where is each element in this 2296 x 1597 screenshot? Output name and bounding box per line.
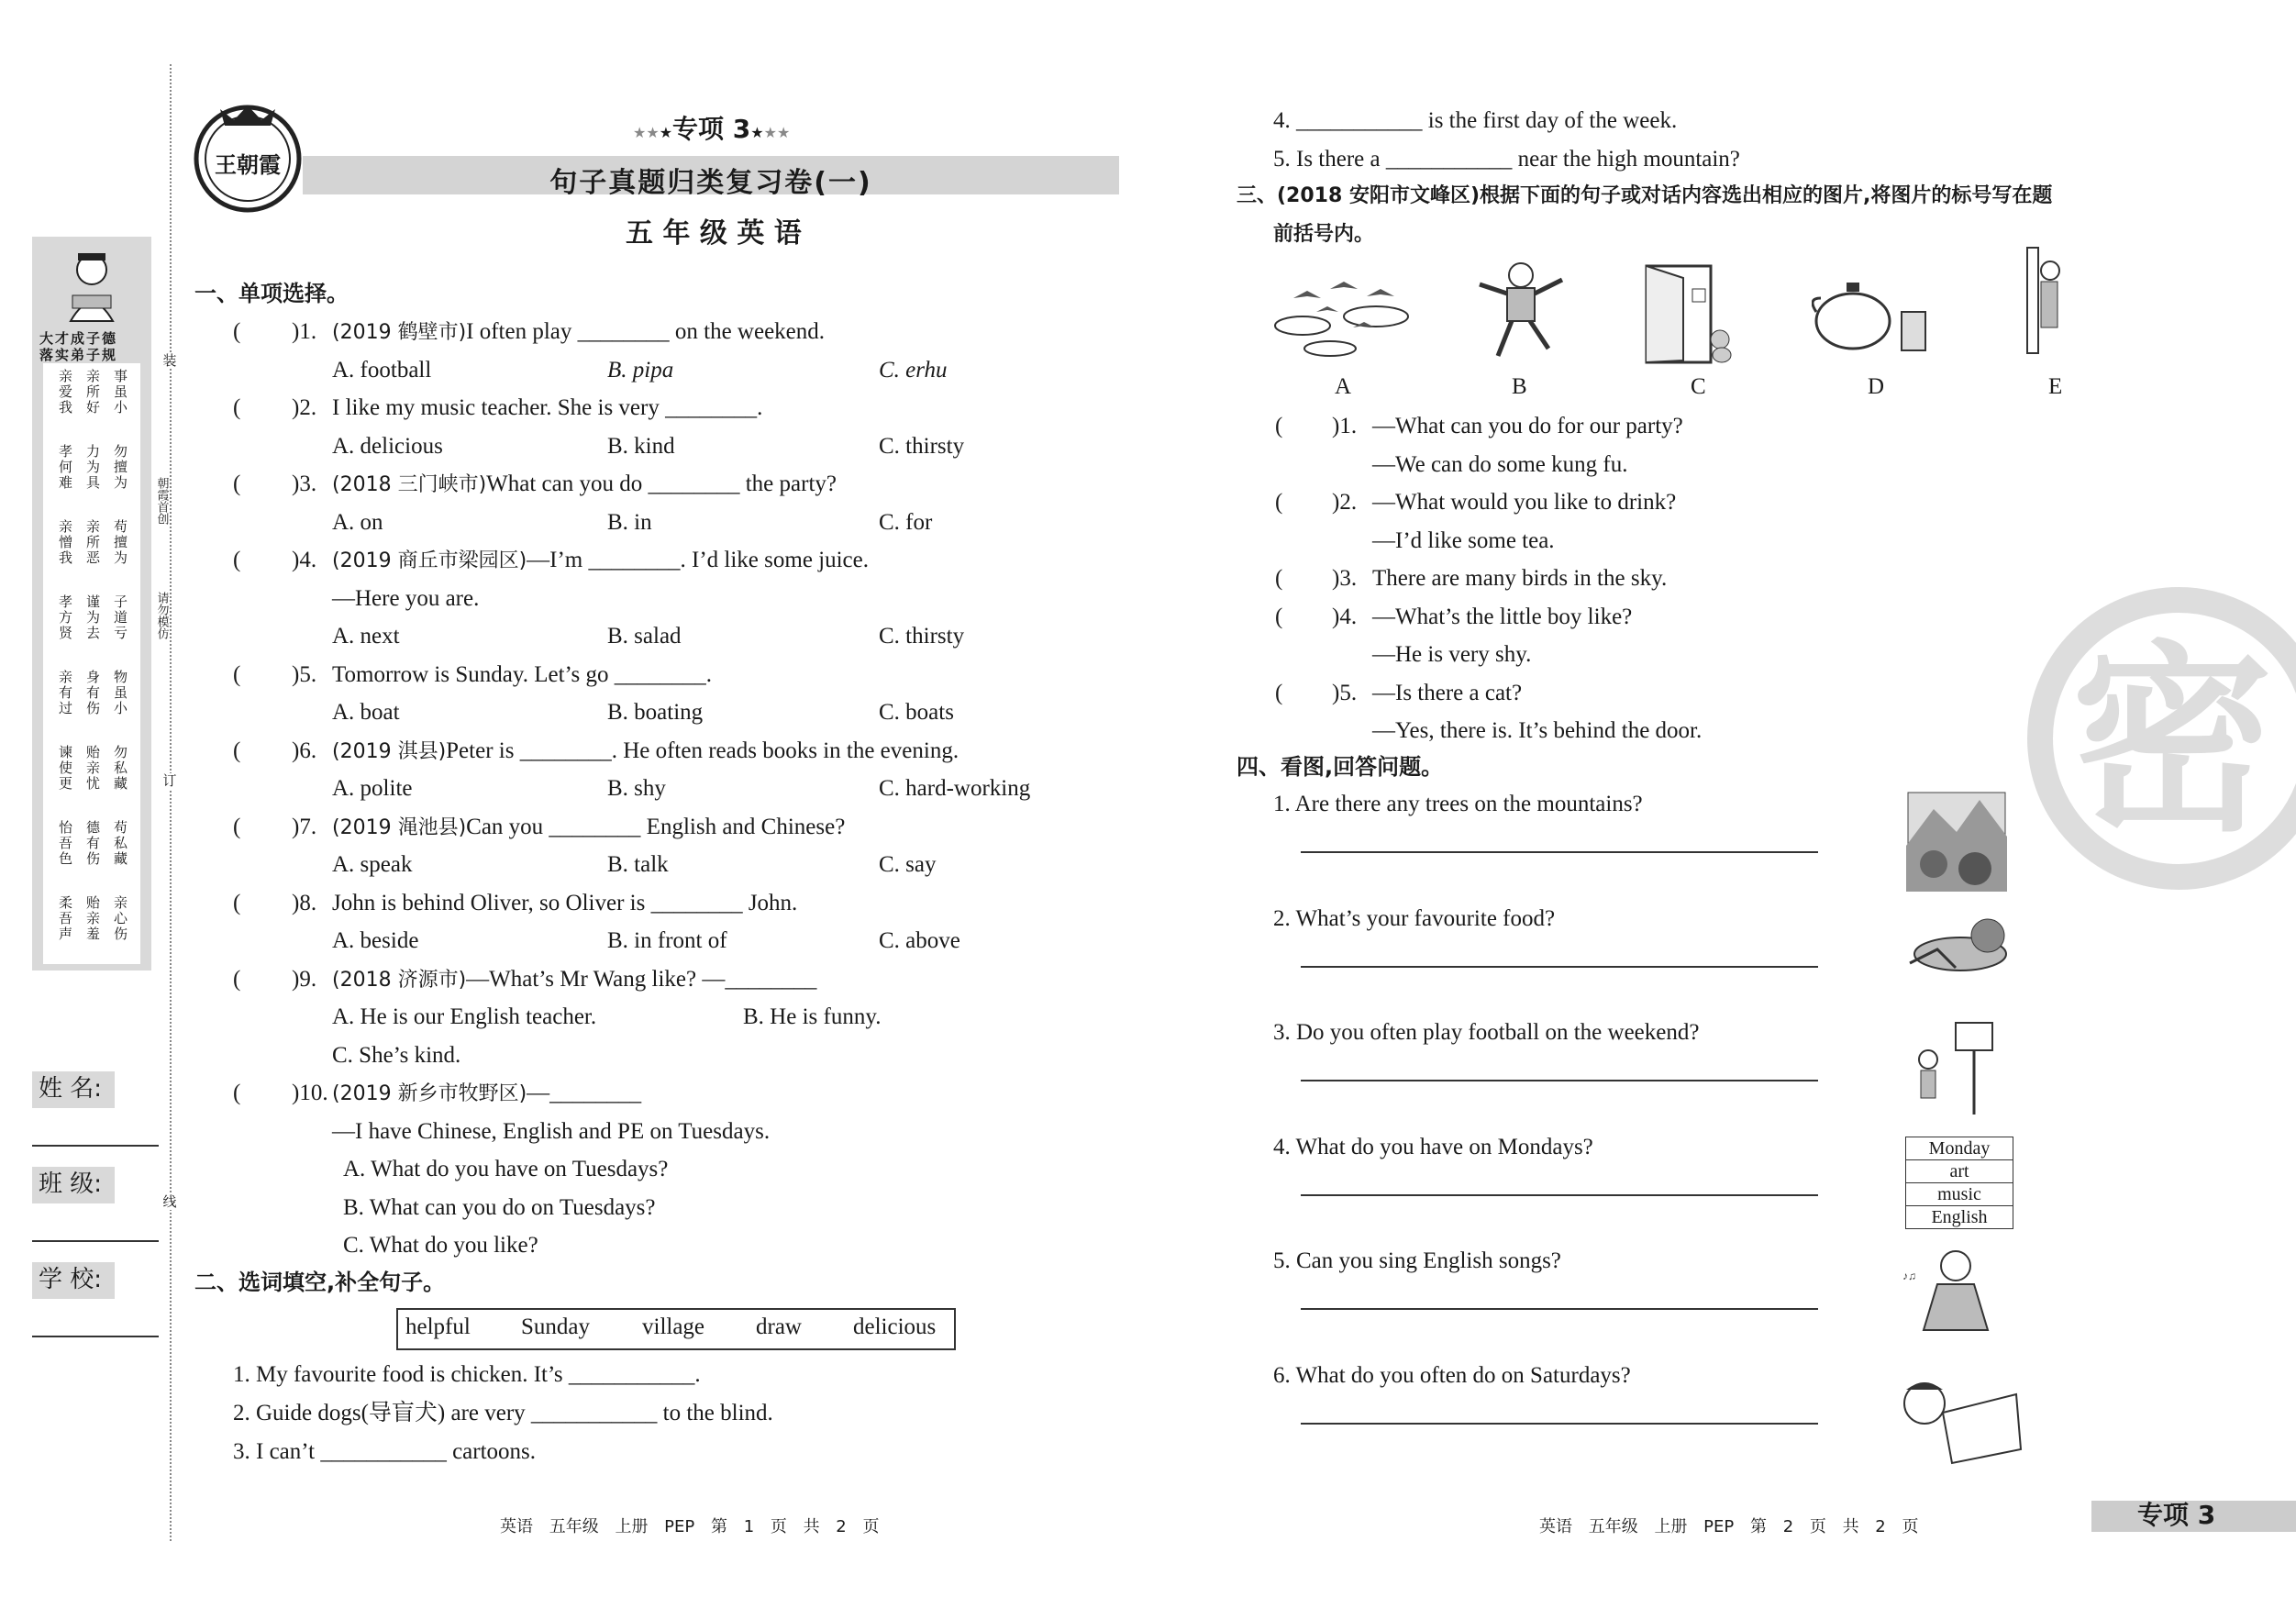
school-label-text: 学 校: <box>39 1266 103 1293</box>
fill-item-3[interactable]: 3. I can’t ___________ cartoons. <box>233 1439 537 1464</box>
section3-heading-line1: 三、(2018 安阳市文峰区)根据下面的句子或对话内容选出相应的图片,将图片的标号写在题 <box>1237 184 2053 207</box>
motto-column: 亲所恶 <box>84 519 101 566</box>
picture-question: 6. What do you often do on Saturdays? <box>1273 1362 1631 1388</box>
question-line2: —I have Chinese, English and PE on Tuesdays. <box>332 1118 771 1144</box>
answer-bracket[interactable]: ( <box>233 471 241 496</box>
motto-column: 子道亏 <box>112 594 128 641</box>
option-a[interactable]: A. What do you have on Tuesdays? <box>343 1157 669 1181</box>
picture-question: 4. What do you have on Mondays? <box>1273 1134 1593 1159</box>
question-text <box>332 1080 641 1108</box>
school-field[interactable] <box>32 1336 159 1337</box>
question-number: )4. <box>292 548 317 572</box>
motto-column: 力为具 <box>84 444 101 491</box>
fill-item-1[interactable]: 1. My favourite food is chicken. It’s ___________. <box>233 1362 701 1387</box>
motto-column: 勿私藏 <box>112 745 128 792</box>
watermark-text: 密 <box>2071 624 2274 859</box>
motto-column: 身有伤 <box>84 670 101 716</box>
option-b[interactable]: B. in <box>607 509 652 535</box>
motto-column: 苟私藏 <box>112 820 128 867</box>
question-number: )7. <box>292 814 317 839</box>
motto-column: 亲心伤 <box>112 895 128 942</box>
word-bank <box>396 1308 956 1350</box>
fill-item-4[interactable]: 4. ___________ is the first day of the week. <box>1273 108 1678 133</box>
question-number: )8. <box>292 890 317 915</box>
teapot-cup-picture <box>1812 266 1931 367</box>
question-line2: —He is very shy. <box>1372 642 1532 667</box>
motto-column: 怡吾色 <box>57 820 73 867</box>
svg-text:♪♫: ♪♫ <box>1902 1270 1916 1282</box>
motto-column: 谏使更 <box>57 745 73 792</box>
question-text <box>332 966 816 994</box>
side-note-zhuang: 装 <box>161 353 179 369</box>
name-label-text: 姓 名: <box>39 1075 103 1103</box>
birds-picture <box>1266 261 1422 362</box>
option-c[interactable]: C. hard-working <box>879 776 1031 801</box>
picture-question: 5. Can you sing English songs? <box>1273 1248 1561 1273</box>
door-cat-picture <box>1637 261 1747 367</box>
answer-line[interactable] <box>1301 1080 1818 1081</box>
question-text: —What’s the little boy like? <box>1372 604 1633 629</box>
question-stem: —________ <box>527 1081 642 1105</box>
question-number: )3. <box>292 471 317 496</box>
motto-columns-box <box>43 363 140 964</box>
food-picture <box>1901 913 2020 986</box>
motto-column: 亲憎我 <box>57 519 73 566</box>
question-number: )2. <box>1332 490 1358 515</box>
question-stem: Can you ________ English and Chinese? <box>466 814 846 839</box>
question-source: (2019 商丘市梁园区) <box>332 549 527 572</box>
star-icon: ★★ <box>633 124 660 141</box>
schedule-day: Monday <box>1906 1137 2013 1160</box>
side-note-xian: 线 <box>161 1194 179 1210</box>
fill-item-2[interactable] <box>233 1400 773 1427</box>
answer-bracket[interactable]: ( <box>233 738 241 763</box>
option-b[interactable]: B. salad <box>607 624 682 649</box>
answer-bracket[interactable]: ( <box>1275 680 1283 705</box>
answer-line[interactable] <box>1301 966 1818 968</box>
answer-bracket[interactable]: ( <box>1275 566 1283 591</box>
option-b[interactable]: B. boating <box>607 700 704 725</box>
question-text: —What can you do for our party? <box>1372 414 1683 438</box>
question-text <box>332 738 959 766</box>
option-a[interactable]: A. on <box>332 509 383 535</box>
side-note-original-text: 朝霞首创 <box>154 477 169 525</box>
answer-bracket[interactable]: ( <box>233 890 241 915</box>
answer-bracket[interactable]: ( <box>233 966 241 992</box>
option-a[interactable]: A. polite <box>332 776 413 801</box>
title-banner <box>303 156 1119 199</box>
option-a[interactable]: A. football <box>332 357 432 383</box>
question-source: (2019 新乡市牧野区) <box>332 1082 527 1105</box>
option-b[interactable]: B. in front of <box>607 928 727 953</box>
question-text: —What would you like to drink? <box>1372 490 1677 515</box>
option-c[interactable]: C. thirsty <box>879 624 965 649</box>
option-c[interactable]: C. for <box>879 509 933 535</box>
question-line2: —Yes, there is. It’s behind the door. <box>1372 718 1703 743</box>
question-source: (2019 淇县) <box>332 739 447 763</box>
option-b[interactable]: B. talk <box>607 852 669 877</box>
motto-column: 德有伤 <box>84 820 101 867</box>
side-note-ding: 订 <box>161 773 179 789</box>
watermark-seal <box>2027 587 2296 890</box>
question-stem: Tomorrow is Sunday. Let’s go ________. <box>332 661 712 687</box>
pic-label-d: D <box>1868 374 1885 399</box>
section4-heading: 四、看图,回答问题。 <box>1237 754 1444 780</box>
question-source: (2019 渑池县) <box>332 815 467 839</box>
answer-bracket[interactable]: ( <box>233 661 241 687</box>
pic-label-e: E <box>2048 374 2063 399</box>
footer-right: 英语 五年级 上册 PEP 第 2 页 共 2 页 <box>1539 1517 1919 1536</box>
question-number: )2. <box>292 395 317 420</box>
question-stem: —What’s Mr Wang like? —________ <box>466 966 817 992</box>
schedule-subject: art <box>1906 1160 2013 1183</box>
option-c[interactable]: C. say <box>879 852 937 877</box>
question-source: (2018 三门峡市) <box>332 473 487 496</box>
question-number: )10. <box>292 1081 328 1105</box>
motto-column: 亲所好 <box>84 369 101 416</box>
option-b[interactable]: B. He is funny. <box>743 1004 882 1029</box>
section1-heading: 一、单项选择。 <box>194 281 349 306</box>
question-line2: —I’d like some tea. <box>1372 527 1555 553</box>
word-draw: draw <box>756 1314 802 1339</box>
student-cartoon-icon <box>60 248 124 328</box>
footer-left: 英语 五年级 上册 PEP 第 1 页 共 2 页 <box>500 1517 880 1536</box>
option-c[interactable]: C. boats <box>879 700 954 725</box>
word-village: village <box>642 1314 705 1339</box>
option-a[interactable]: A. He is our English teacher. <box>332 1004 597 1029</box>
star-icon: ★ <box>659 124 673 141</box>
motto-column: 勿擅为 <box>112 444 128 491</box>
class-field[interactable] <box>32 1240 159 1242</box>
option-b[interactable]: B. pipa <box>607 357 674 383</box>
question-source: (2019 鹤壁市) <box>332 321 467 344</box>
question-source: (2018 济源市) <box>332 968 467 992</box>
pic-label-a: A <box>1335 374 1352 399</box>
word-delicious: delicious <box>853 1314 937 1339</box>
pic-label-c: C <box>1691 374 1706 399</box>
schedule-subject: English <box>1906 1206 2013 1229</box>
side-note-nocopy-text: 请勿模仿 <box>154 592 169 639</box>
answer-line[interactable] <box>1301 1308 1818 1310</box>
question-stem: John is behind Oliver, so Oliver is ________ John. <box>332 890 798 915</box>
question-text <box>332 890 797 918</box>
question-stem: I like my music teacher. She is very ________. <box>332 395 763 420</box>
kung-fu-boy-picture <box>1470 257 1571 362</box>
question-stem: —I’m ________. I’d like some juice. <box>527 548 869 572</box>
option-a[interactable]: A. speak <box>332 852 413 877</box>
word-helpful: helpful <box>405 1314 471 1339</box>
option-a[interactable]: A. beside <box>332 928 419 953</box>
star-icon: ★★ <box>763 124 791 141</box>
answer-line[interactable] <box>1301 1194 1818 1196</box>
shy-boy-door-picture <box>2023 243 2087 358</box>
picture-question: 1. Are there any trees on the mountains? <box>1273 792 1643 816</box>
question-number: )5. <box>1332 680 1358 705</box>
question-text: —Is there a cat? <box>1372 680 1523 705</box>
option-a[interactable]: A. delicious <box>332 433 443 459</box>
monday-schedule <box>1905 1137 2013 1229</box>
question-number: )6. <box>292 738 317 763</box>
word-sunday: Sunday <box>521 1314 590 1339</box>
option-c[interactable]: C. What do you like? <box>343 1233 538 1258</box>
answer-bracket[interactable]: ( <box>1275 490 1283 515</box>
mountain-trees-picture <box>1906 791 2007 892</box>
motto-column: 谨为去 <box>84 594 101 641</box>
question-number: )1. <box>292 319 317 344</box>
section2-heading: 二、选词填空,补全句子。 <box>194 1270 446 1295</box>
motto-line-2: 落实弟子规 <box>39 347 118 363</box>
name-field[interactable] <box>32 1145 159 1147</box>
motto-column: 事虽小 <box>112 369 128 416</box>
motto-column: 贻亲羞 <box>84 895 101 942</box>
answer-bracket[interactable]: ( <box>233 1081 241 1105</box>
answer-bracket[interactable]: ( <box>233 814 241 839</box>
question-text <box>332 661 712 690</box>
answer-bracket[interactable]: ( <box>233 395 241 420</box>
question-number: )3. <box>1332 566 1358 591</box>
question-text <box>332 814 845 842</box>
answer-bracket[interactable]: ( <box>233 548 241 572</box>
series-tag <box>633 116 790 147</box>
section3-heading-line2: 前括号内。 <box>1273 223 1375 246</box>
picture-question: 2. What’s your favourite food? <box>1273 905 1556 931</box>
answer-bracket[interactable]: ( <box>1275 414 1283 438</box>
sidebar-motto-panel <box>32 237 151 970</box>
publisher-logo <box>188 96 307 216</box>
page-title: 句子真题归类复习卷(一) <box>549 167 872 199</box>
footer-corner: 专项 3 <box>2137 1500 2216 1530</box>
motto-column: 柔吾声 <box>57 895 73 942</box>
series-tag-text: 专项 3 <box>672 114 751 144</box>
side-note-original <box>154 477 169 528</box>
question-line2: —Here you are. <box>332 585 480 611</box>
motto-line-1: 大才成子德 <box>39 330 118 347</box>
fill-item-2-text: 2. Guide dogs(导盲犬) are very ___________ to the blind. <box>233 1401 773 1425</box>
option-c[interactable]: C. erhu <box>879 357 948 383</box>
schedule-subject: music <box>1906 1183 2013 1206</box>
motto-column: 孝方贤 <box>57 594 73 641</box>
question-number: )5. <box>292 661 317 687</box>
binding-line <box>170 64 172 1541</box>
option-c[interactable]: C. above <box>879 928 960 953</box>
page-subtitle: 五 年 级 英 语 <box>626 217 802 250</box>
option-c[interactable]: C. She’s kind. <box>332 1042 461 1068</box>
option-a[interactable]: A. next <box>332 624 400 649</box>
answer-line[interactable] <box>1301 851 1818 853</box>
question-text: There are many birds in the sky. <box>1372 566 1668 591</box>
option-b[interactable]: B. shy <box>607 776 666 801</box>
question-stem: Peter is ________. He often reads books in the evening. <box>446 738 959 763</box>
motto-column: 贻亲忧 <box>84 745 101 792</box>
option-c[interactable]: C. thirsty <box>879 433 965 459</box>
singing-girl-picture <box>1901 1243 2002 1353</box>
answer-bracket[interactable]: ( <box>1275 604 1283 629</box>
class-label-text: 班 级: <box>39 1170 103 1198</box>
question-stem: I often play ________ on the weekend. <box>466 319 826 344</box>
question-number: )4. <box>1332 604 1358 629</box>
answer-line[interactable] <box>1301 1423 1818 1425</box>
option-b[interactable]: B. kind <box>607 433 675 459</box>
side-note-nocopy <box>154 592 169 643</box>
pic-label-b: B <box>1512 374 1527 399</box>
option-a[interactable]: A. boat <box>332 700 400 725</box>
option-b[interactable]: B. What can you do on Tuesdays? <box>343 1194 656 1220</box>
drawing-boy-picture <box>1888 1376 2025 1468</box>
question-line2: —We can do some kung fu. <box>1372 451 1628 477</box>
question-text <box>332 318 825 347</box>
logo-text: 王朝霞 <box>215 152 281 178</box>
question-number: )9. <box>292 966 317 992</box>
star-icon: ★ <box>750 124 764 141</box>
question-stem: What can you do ________ the party? <box>486 471 837 496</box>
question-text <box>332 547 869 575</box>
basketball-picture <box>1901 1018 2002 1119</box>
answer-bracket[interactable]: ( <box>233 319 241 344</box>
motto-column: 亲有过 <box>57 670 73 716</box>
question-number: )1. <box>1332 414 1358 438</box>
fill-item-5[interactable]: 5. Is there a ___________ near the high mountain? <box>1273 147 1740 172</box>
motto-column: 亲爱我 <box>57 369 73 416</box>
question-text <box>332 394 762 423</box>
question-text <box>332 471 837 499</box>
motto-column: 苟擅为 <box>112 519 128 566</box>
motto-column: 孝何难 <box>57 444 73 491</box>
motto-column: 物虽小 <box>112 670 128 716</box>
picture-question: 3. Do you often play football on the weekend? <box>1273 1020 1700 1045</box>
